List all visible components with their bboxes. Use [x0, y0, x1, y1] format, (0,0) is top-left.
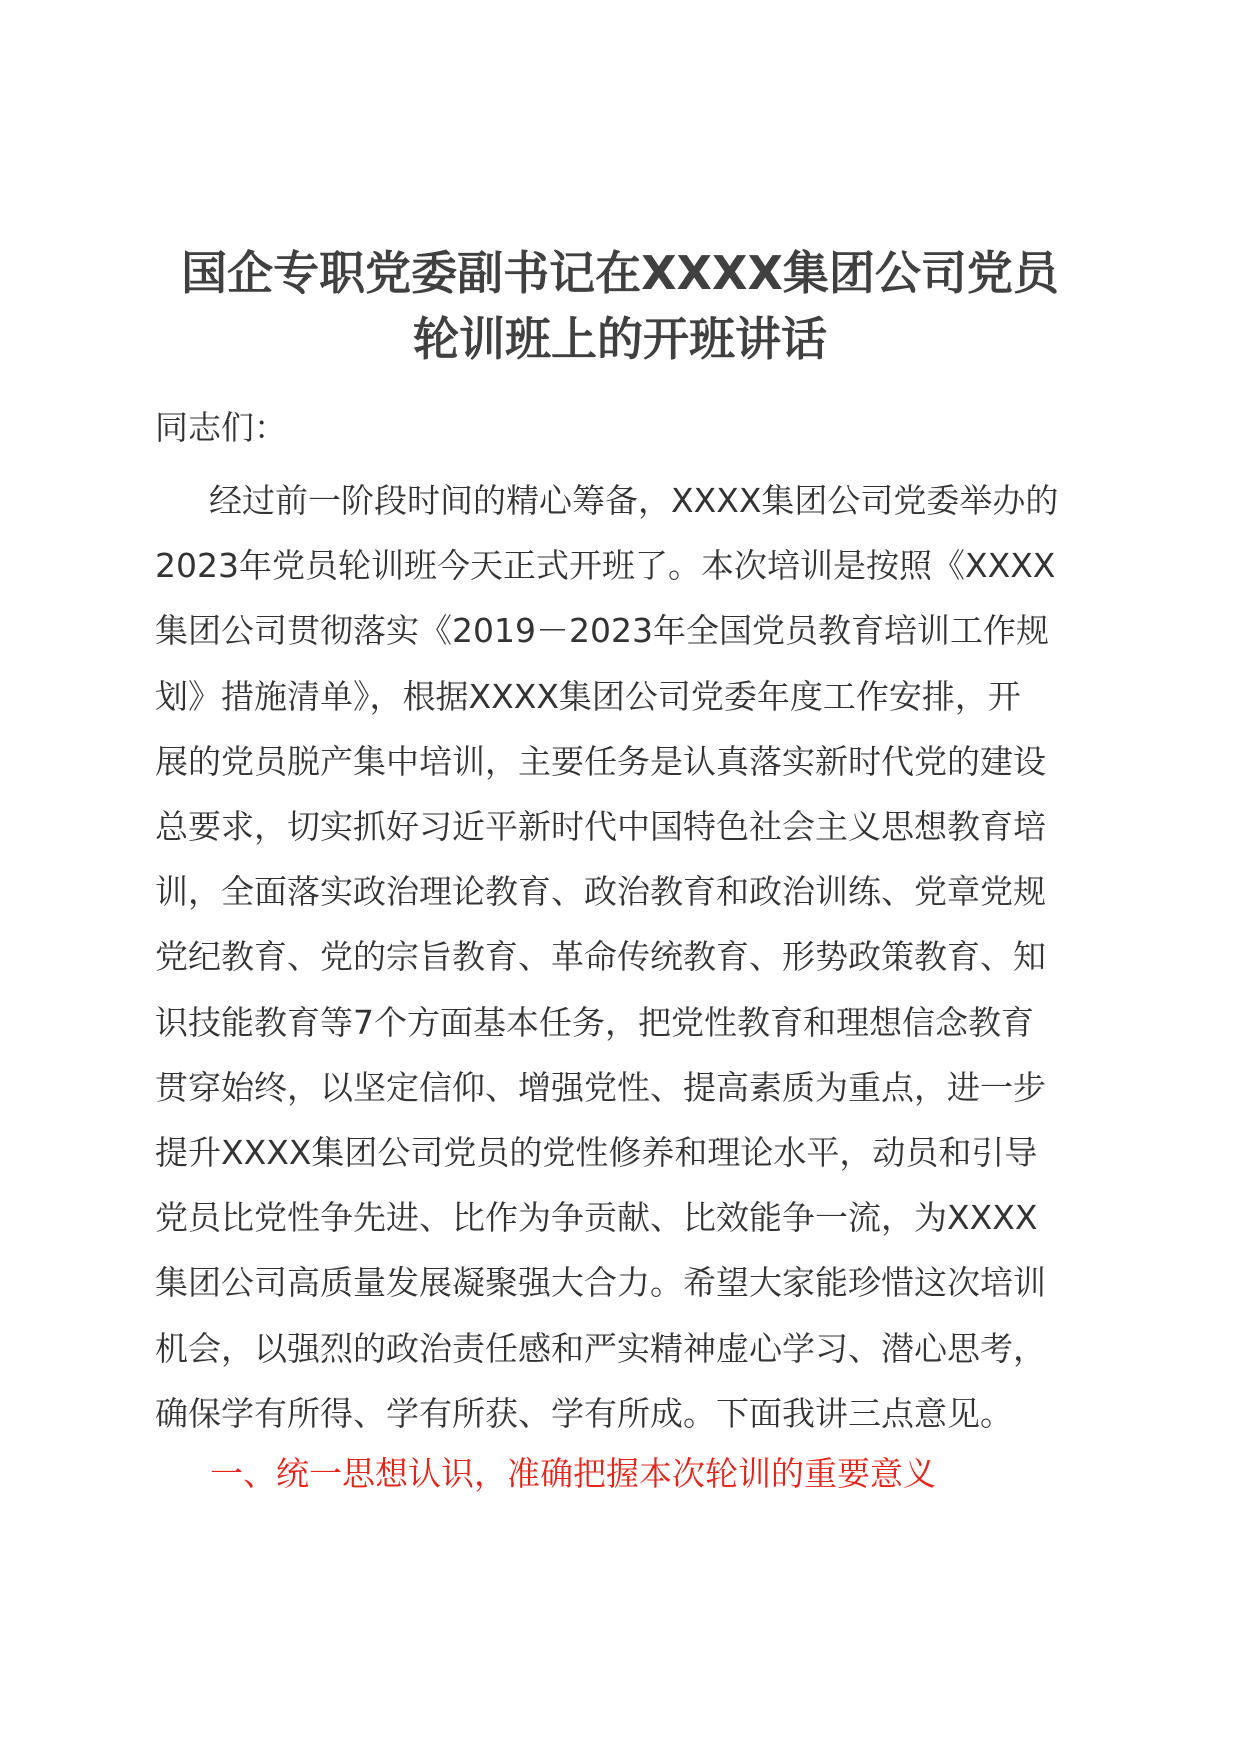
paragraph-line: 集团公司贯彻落实《2019－2023年全国党员教育培训工作规 [155, 611, 1049, 651]
paragraph-line: 总要求，切实抓好习近平新时代中国特色社会主义思想教育培 [155, 807, 1046, 847]
paragraph-line: 训，全面落实政治理论教育、政治教育和政治训练、党章党规 [155, 872, 1046, 912]
paragraph-line: 机会，以强烈的政治责任感和严实精神虚心学习、潜心思考， [155, 1328, 1046, 1368]
paragraph-line: 贯穿始终，以坚定信仰、增强党性、提高素质为重点，进一步 [155, 1067, 1046, 1107]
paragraph-line: 经过前一阶段时间的精心筹备，XXXX集团公司党委举办的 [209, 481, 1059, 520]
paragraph-line: 识技能教育等7个方面基本任务，把党性教育和理想信念教育 [155, 1002, 1034, 1042]
paragraph-line: 展的党员脱产集中培训，主要任务是认真落实新时代党的建设 [155, 741, 1046, 781]
body-paragraph [155, 468, 1085, 1446]
salutation: 同志们： [155, 408, 287, 447]
paragraph-line: 集团公司高质量发展凝聚强大合力。希望大家能珍惜这次培训 [155, 1263, 1046, 1303]
paragraph-line: 2023年党员轮训班今天正式开班了。本次培训是按照《XXXX [155, 546, 1056, 586]
document-title-line: 国企专职党委副书记在XXXX集团公司党员 [181, 246, 1059, 300]
document-title [150, 240, 1090, 372]
paragraph-line: 党员比党性争先进、比作为争贡献、比效能争一流，为XXXX [155, 1198, 1038, 1238]
section-heading: 一、统一思想认识，准确把握本次轮训的重要意义 [210, 1454, 936, 1493]
document-title-line: 轮训班上的开班讲话 [413, 312, 827, 366]
paragraph-line: 确保学有所得、学有所获、学有所成。下面我讲三点意见。 [155, 1393, 1013, 1433]
paragraph-line: 提升XXXX集团公司党员的党性修养和理论水平，动员和引导 [155, 1133, 1038, 1173]
paragraph-line: 党纪教育、党的宗旨教育、革命传统教育、形势政策教育、知 [155, 937, 1046, 977]
paragraph-line: 划》措施清单》，根据XXXX集团公司党委年度工作安排，开 [155, 676, 1021, 716]
